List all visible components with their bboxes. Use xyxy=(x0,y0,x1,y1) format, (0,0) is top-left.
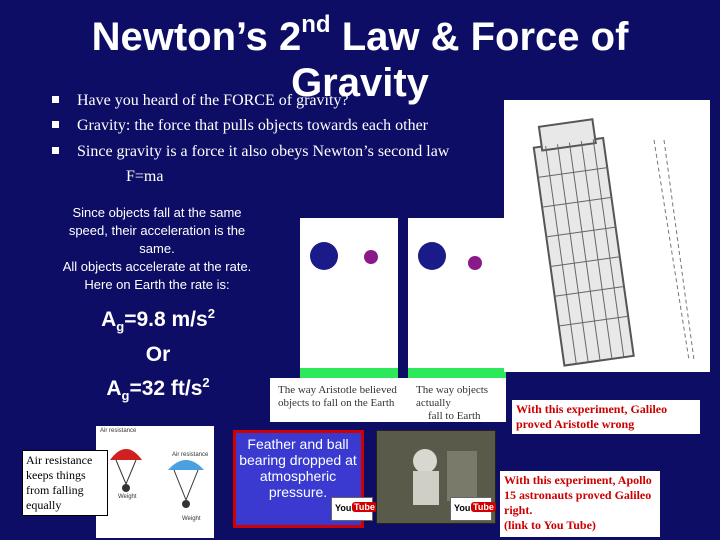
caption-aristotle: The way Aristotle believed objects to fall on the Earth xyxy=(278,384,397,409)
air-resistance-note: Air resistance keeps things from falling equally xyxy=(22,450,108,516)
galileo-note: With this experiment, Galileo proved Aristotle wrong xyxy=(512,400,700,434)
falling-objects-diagram xyxy=(300,218,506,378)
video-feather-ball-caption: Feather and ball bearing dropped at atmospheric pressure. xyxy=(239,436,357,500)
ground xyxy=(300,368,398,378)
large-ball xyxy=(418,242,446,270)
ground xyxy=(408,368,506,378)
slide-title: Newton’s 2nd Law & Force of Gravity xyxy=(91,11,629,105)
small-ball xyxy=(468,256,482,270)
large-ball xyxy=(310,242,338,270)
small-ball xyxy=(364,250,378,264)
diagram-captions xyxy=(270,378,506,422)
youtube-logo-icon[interactable]: You Tube xyxy=(331,497,373,521)
bullet-marker-icon xyxy=(52,121,59,128)
apollo-note: With this experiment, Apollo 15 astronauts proved Galileo right. (link to You Tube) xyxy=(500,471,660,537)
bullet-item: Gravity: the force that pulls objects towards each other xyxy=(52,117,428,135)
formula: F=ma xyxy=(126,168,164,185)
youtube-link[interactable]: (link to You Tube) xyxy=(504,518,596,532)
gravity-acceleration: $A_g=9.8$ $m/s^2$ Or $A_g=32$ $ft/s^2$ xyxy=(101,306,215,404)
bullet-item: Have you heard of the FORCE of gravity? xyxy=(52,92,348,110)
air-label-right-bottom: Weight xyxy=(182,516,201,522)
aristotle-panel xyxy=(300,218,398,378)
air-label-left-top: Air resistance xyxy=(100,428,137,434)
actual-panel xyxy=(408,218,506,378)
leaning-tower-image xyxy=(504,100,710,372)
air-label-right-top: Air resistance xyxy=(172,452,209,458)
bullet-marker-icon xyxy=(52,147,59,154)
air-label-left-bottom: Weight xyxy=(118,494,137,500)
caption-actual: The way objects actually fall to Earth xyxy=(416,384,489,422)
youtube-logo-icon[interactable]: You Tube xyxy=(450,497,492,521)
acceleration-info: Since objects fall at the same speed, their acceleration is the same. All objects accelerate at the rate. Here on Earth the rate is: xyxy=(62,205,252,292)
bullet-marker-icon xyxy=(52,96,59,103)
bullet-item: Since gravity is a force it also obeys Newton’s second law xyxy=(52,143,449,161)
